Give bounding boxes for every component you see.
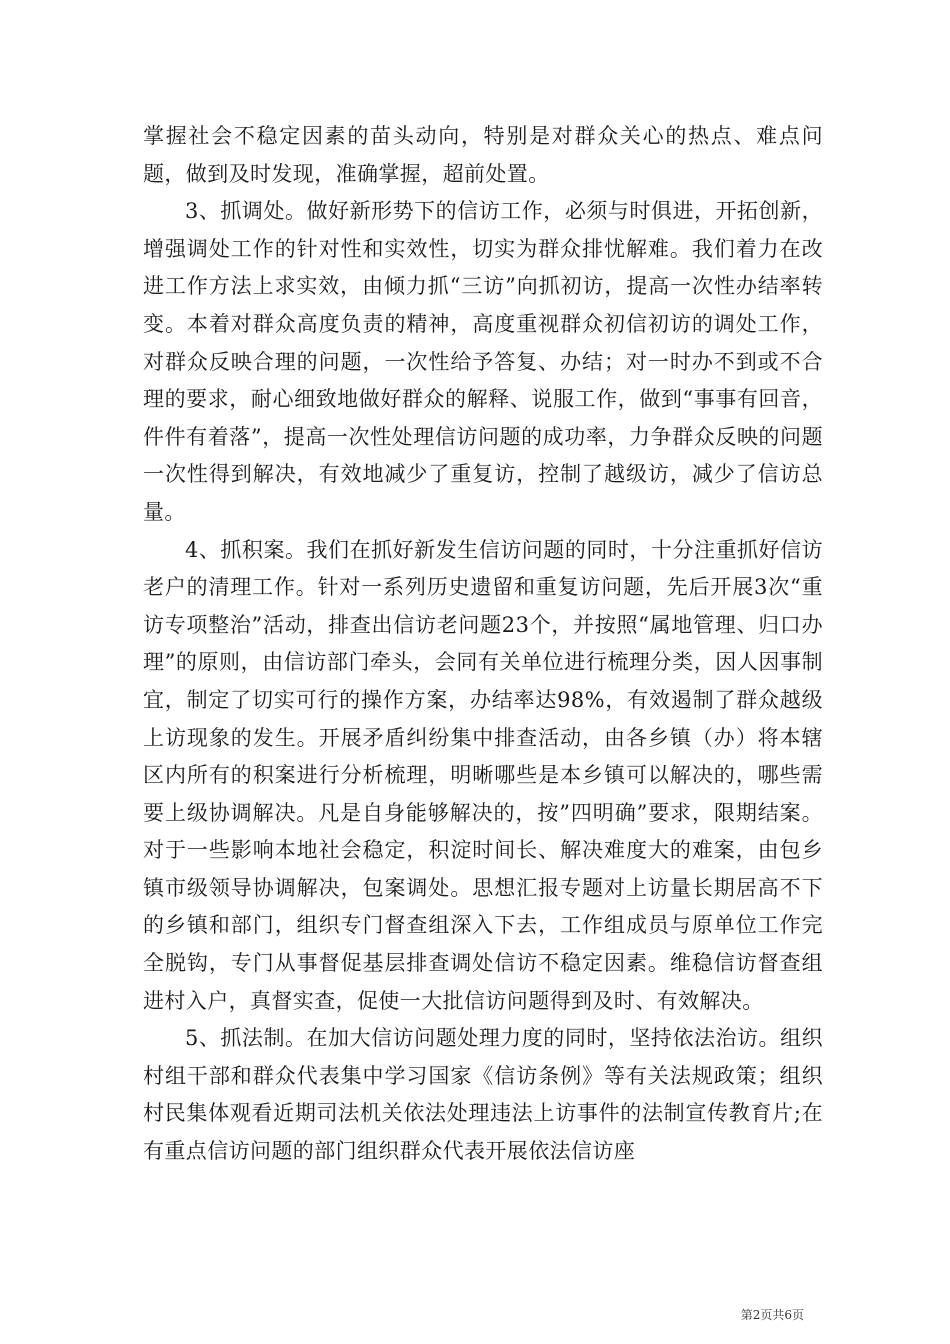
paragraph-backlog-cases: 4、抓积案。我们在抓好新发生信访问题的同时，十分注重抓好信访老户的清理工作。针对一系列历史遗留和重复访问题，先后开展3次“重访专项整治”活动，排查出信访老问题23个，并按照“属地管理、归口办理”的原则，由信访部门牵头，会同有关单位进行梳理分类，因人因事制宜，制定了切实可行的操作方案，办结率达98%，有效遏制了群众越级上访现象的发生。开展矛盾纠纷集中排查活动，由各乡镇（办）将本辖区内所有的积案进行分析梳理，明晰哪些是本乡镇可以解决的，哪些需要上级协调解决。凡是自身能够解决的，按”四明确”要求，限期结案。对于一些影响本地社会稳定，积淀时间长、解决难度大的难案，由包乡镇市级领导协调解决，包案调处。思想汇报专题对上访量长期居高不下的乡镇和部门，组织专门督查组深入下去，工作组成员与原单位工作完全脱钩，专门从事督促基层排查调处信访不稳定因素。维稳信访督查组进村入户，真督实查，促使一大批信访问题得到及时、有效解决。 [143,537,823,1013]
paragraph-mediation: 3、抓调处。做好新形势下的信访工作，必须与时俱进，开拓创新，增强调处工作的针对性和实效性，切实为群众排忧解难。我们着力在改进工作方法上求实效，由倾力抓“三访”向抓初访，提高一次性办结率转变。本着对群众高度负责的精神，高度重视群众初信初访的调处工作，对群众反映合理的问题，一次性给予答复、办结；对一时办不到或不合理的要求，耐心细致地做好群众的解释、说服工作，做到“事事有回音，件件有着落”，提高一次性处理信访问题的成功率，力争群众反映的问题一次性得到解决，有效地减少了重复访，控制了越级访，减少了信访总量。 [143,199,823,524]
paragraph-continuation: 掌握社会不稳定因素的苗头动向，特别是对群众关心的热点、难点问题，做到及时发现，准确掌握，超前处置。 [143,124,823,186]
page-number: 第2页共6页 [740,1308,804,1322]
paragraph-legal-system: 5、抓法制。在加大信访问题处理力度的同时，坚持依法治访。组织村组干部和群众代表集中学习国家《信访条例》等有关法规政策；组织村民集体观看近期司法机关依法处理违法上访事件的法制宣传教育片;在有重点信访问题的部门组织群众代表开展依法信访座 [143,1026,823,1164]
document-body [143,118,823,1171]
